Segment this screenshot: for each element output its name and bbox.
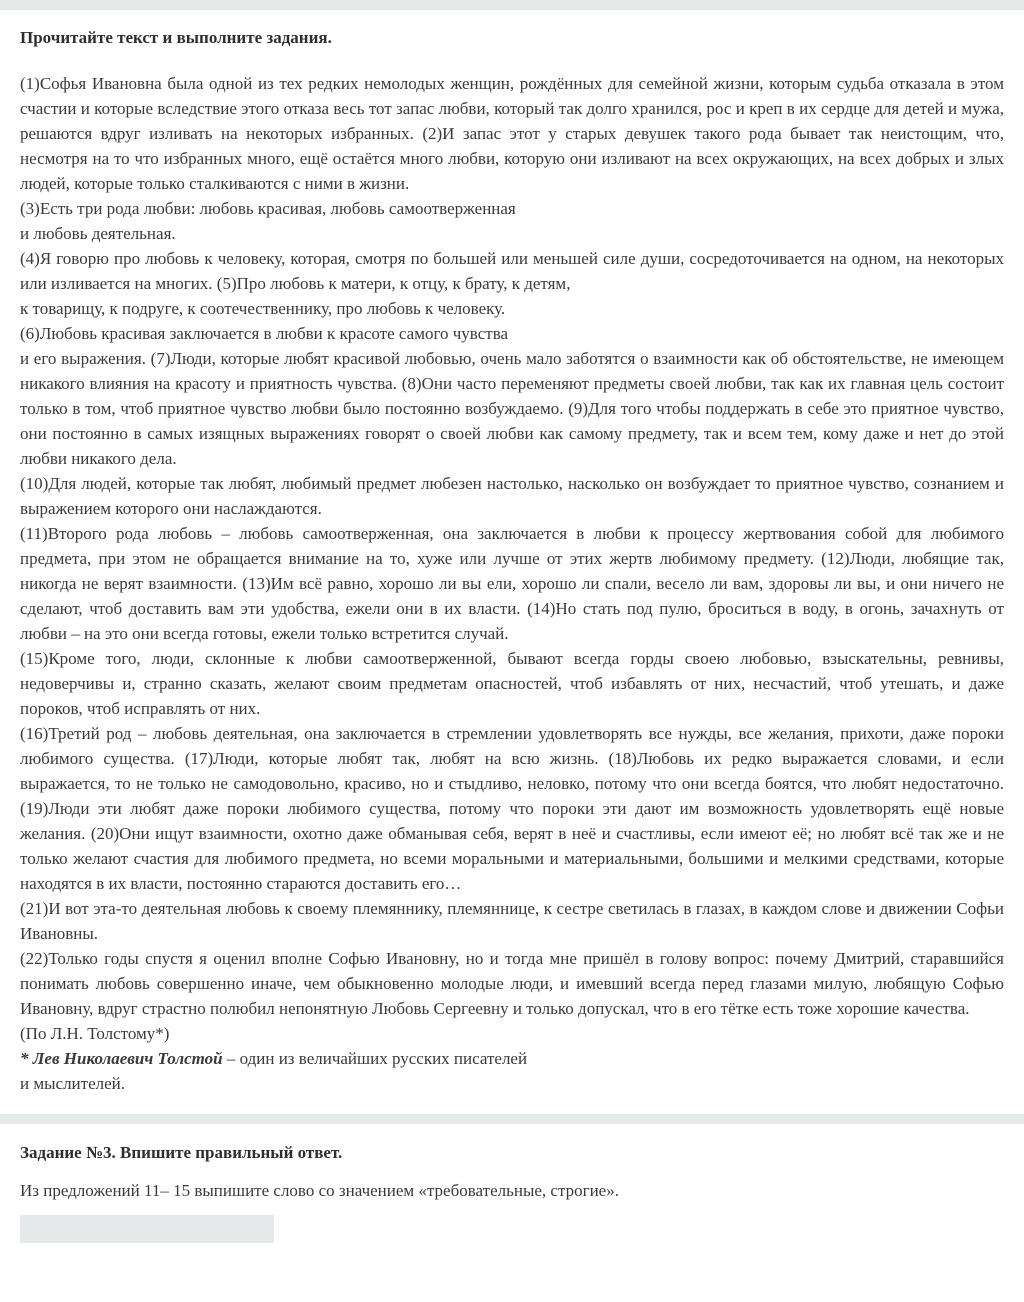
top-divider xyxy=(0,0,1024,10)
paragraph-6: (6)Любовь красивая заключается в любви к красоте самого чувства xyxy=(20,324,509,343)
footnote-text-cont: и мыслителей. xyxy=(20,1074,126,1093)
paragraph-16: (16)Третий род – любовь деятельная, она заключается в стремлении удовлетворять все нужды, все желания, прихоти, даже пороки любимого существа. (17)Люди, которые любят так, любят на всю жизнь. (18)Любовь их редко выражается словами, и если выражается, то не только не самодовольно, красиво, но и стыдливо, неловко, потому что они всегда боятся, что любят недостаточно. (19)Люди эти любят даже пороки любимого существа, потому что пороки эти дают им возможность удовлетворять ещё новые желания. (20)Они ищут взаимности, охотно даже обманывая себя, верят в неё и счастливы, если имеют её; но любят всё так же и не только желают счастия для любимого предмета, но всеми моральными и материальными, большими и мелкими средствами, которые находятся в их власти, постоянно стараются доставить его… xyxy=(20,724,1004,893)
paragraph-3: (3)Есть три рода любви: любовь красивая, любовь самоотверженная xyxy=(20,199,516,218)
paragraph-3-cont: и любовь деятельная. xyxy=(20,224,176,243)
task-section xyxy=(0,1124,1024,1243)
paragraph-15: (15)Кроме того, люди, склонные к любви самоотверженной, бывают всегда горды своею любовью, взыскательны, ревнивы, недоверчивы и, странно сказать, желают своим предметам опасностей, чтоб избавлять от них, несчастий, чтоб утешать, и даже пороков, чтоб исправлять от них. xyxy=(20,649,1004,718)
paragraph-21: (21)И вот эта-то деятельная любовь к своему племяннику, племяннице, к сестре светилась в глазах, в каждом слове и движении Софьи Ивановны. xyxy=(20,899,1004,943)
paragraph-6-cont: и его выражения. (7)Люди, которые любят красивой любовью, очень мало заботятся о взаимности как об обстоятельстве, не имеющем никакого влияния на красоту и приятность чувства. (8)Они часто переменяют предметы своей любви, так как их главная цель состоит только в том, чтоб приятное чувство любви было постоянно возбуждаемо. (9)Для того чтобы поддержать в себе это приятное чувство, они постоянно в самых изящных выражениях говорят о своей любви как самому предмету, так и всем тем, кому даже и нет до этой любви никакого дела. xyxy=(20,349,1004,468)
footnote-text: – один из величайших русских писателей xyxy=(222,1049,528,1068)
footnote xyxy=(20,1046,1004,1071)
paragraph-22: (22)Только годы спустя я оценил вполне Софью Ивановну, но и тогда мне пришёл в голову вопрос: почему Дмитрий, старавшийся понимать любовь совершенно иначе, чем обыкновенно молодые люди, и имевший всегда перед глазами милую, любящую Софью Ивановну, вдруг страстно полюбил непонятную Любовь Сергеевну и только допускал, что в его тётке есть тоже хорошие качества. xyxy=(20,949,1004,1018)
answer-input[interactable] xyxy=(20,1215,274,1243)
footnote-author: * Лев Николаевич Толстой xyxy=(20,1049,223,1068)
paragraph-1: (1)Софья Ивановна была одной из тех редких немолодых женщин, рождённых для семейной жизни, которым судьба отказала в этом счастии и которые вследствие этого отказа весь тот запас любви, который так долго хранился, рос и креп в их сердце для детей и мужа, решаются вдруг изливать на некоторых избранных. (2)И запас этот у старых девушек такого рода бывает так неистощим, что, несмотря на то что избранных много, ещё остаётся много любви, которую они изливают на всех окружающих, на всех добрых и злых людей, которые только сталкиваются с ними в жизни. xyxy=(20,74,1004,193)
paragraph-4: (4)Я говорю про любовь к человеку, которая, смотря по большей или меньшей силе души, сосредоточивается на одном, на некоторых или изливается на многих. (5)Про любовь к матери, к отцу, к брату, к детям, xyxy=(20,249,1004,293)
paragraph-11: (11)Второго рода любовь – любовь самоотверженная, она заключается в любви к процессу жертвования собой для любимого предмета, при этом не обращается внимание на то, хуже или лучше от этих жертв любимому предмету. (12)Люди, любящие так, никогда не верят взаимности. (13)Им всё равно, хорошо ли вы ели, хорошо ли спали, весело ли вам, здоровы ли вы, и они ничего не сделают, чтоб доставить вам эти удобства, ежели они в их власти. (14)Но стать под пулю, броситься в воду, в огонь, зачахнуть от любви – на это они всегда готовы, ежели только встретится случай. xyxy=(20,524,1004,643)
reading-section xyxy=(0,10,1024,1096)
reading-heading: Прочитайте текст и выполните задания. xyxy=(20,28,332,47)
task-heading: Задание №3. Впишите правильный ответ. xyxy=(20,1143,343,1162)
paragraph-10: (10)Для людей, которые так любят, любимый предмет любезен настолько, насколько он возбуждает то приятное чувство, сознанием и выражением которого они наслаждаются. xyxy=(20,474,1004,518)
source-attribution: (По Л.Н. Толстому*) xyxy=(20,1024,170,1043)
paragraph-5-cont: к товарищу, к подруге, к соотечественнику, про любовь к человеку. xyxy=(20,299,506,318)
reading-text xyxy=(20,71,1004,1096)
task-prompt: Из предложений 11– 15 выпишите слово со значением «требовательные, строгие». xyxy=(20,1181,619,1200)
section-divider xyxy=(0,1114,1024,1124)
